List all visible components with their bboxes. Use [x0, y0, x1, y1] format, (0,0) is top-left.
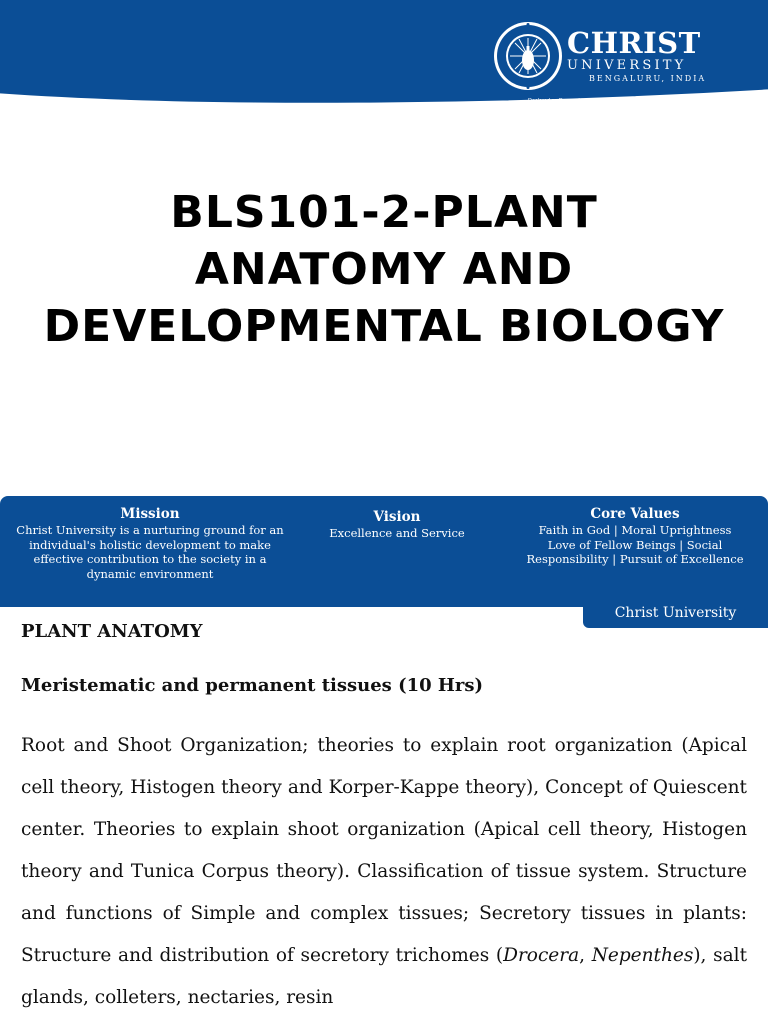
species-drocera: Drocera: [503, 945, 580, 966]
vision-section: [318, 509, 476, 541]
mission-line-3: effective contribution to the society in a: [33, 552, 267, 566]
core-values-section: [516, 506, 754, 567]
brand-block: [567, 28, 706, 84]
section-heading: PLANT ANATOMY: [21, 621, 203, 642]
subsection-heading: Meristematic and permanent tissues (10 Hrs): [21, 675, 484, 696]
declared-note: Declared as Deemed to be University under Section 3 of UGC Act 1956: [528, 98, 702, 104]
mission-heading: Mission: [120, 506, 180, 522]
title-line-2: ANATOMY AND: [194, 244, 574, 295]
core-values-line-3: Responsibility | Pursuit of Excellence: [526, 552, 744, 566]
mission-vision-band: [0, 496, 768, 607]
mission-section: [8, 506, 292, 581]
species-nepenthes: Nepenthes: [591, 945, 694, 966]
footer-tab-christ-university: Christ University: [583, 598, 768, 628]
core-values-heading: Core Values: [590, 506, 680, 522]
university-seal-logo[interactable]: [492, 20, 564, 92]
brand-name: CHRIST: [567, 26, 701, 60]
core-values-line-1: Faith in God | Moral Uprightness: [538, 523, 732, 537]
brand-subtitle: UNIVERSITY: [567, 58, 687, 73]
mission-line-2: individual's holistic development to make: [29, 537, 271, 552]
paragraph-text-end: ), salt glands, colleters, nectaries, resin: [21, 945, 747, 1008]
slide-title: [0, 184, 768, 355]
core-values-line-2: Love of Fellow Beings | Social: [547, 537, 723, 552]
document-content: [21, 616, 747, 1019]
header-curve-divider: [0, 84, 768, 134]
vision-text: Excellence and Service: [329, 526, 465, 540]
separator: ,: [579, 945, 592, 966]
mission-line-4: dynamic environment: [86, 566, 214, 581]
body-paragraph: [21, 725, 747, 1019]
paragraph-text: Root and Shoot Organization; theories to explain root organization (Apical cell theory, Histogen theory and Korper-Kappe theory), Concept of Quiescent center. Theories to explain shoot organization (Apical cell theory, Histogen theory and Tunica Corpus theory). Classification of tissue system. Structure and functions of Simple and complex tissues; Secretory tissues in plants: Structure and distribution of secretory trichomes (: [21, 735, 747, 966]
title-line-3: DEVELOPMENTAL BIOLOGY: [43, 301, 725, 352]
mission-line-1: Christ University is a nurturing ground for an: [16, 523, 284, 537]
vision-heading: Vision: [373, 509, 421, 525]
brand-location: BENGALURU, INDIA: [589, 74, 707, 83]
title-line-1: BLS101-2-PLANT: [170, 187, 598, 238]
